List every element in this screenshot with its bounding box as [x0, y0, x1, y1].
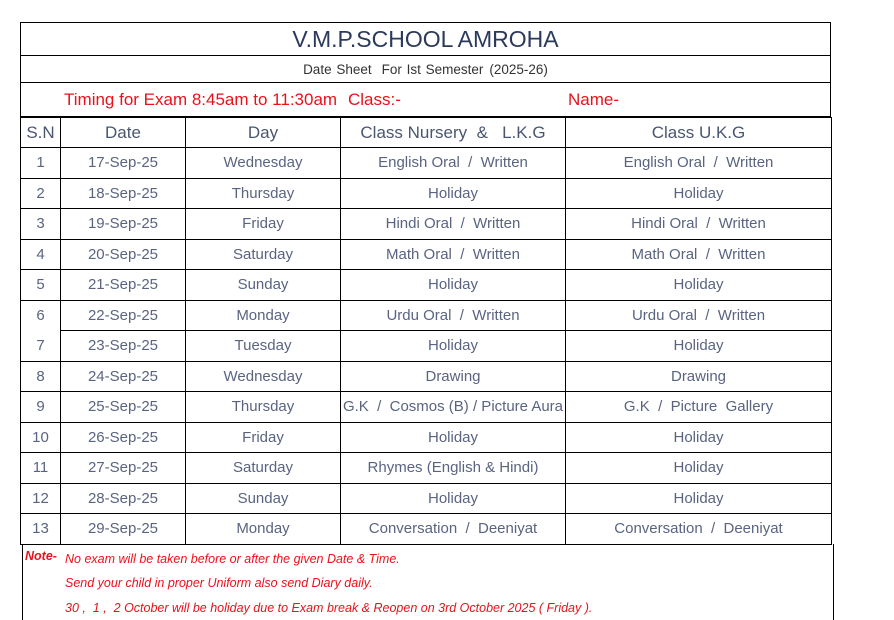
cell-nursery-lkg: Math Oral / Written	[341, 239, 566, 270]
cell-nursery-lkg: Conversation / Deeniyat	[341, 514, 566, 545]
col-date: Date	[61, 118, 186, 148]
cell-nursery-lkg: Rhymes (English & Hindi)	[341, 453, 566, 484]
cell-sn: 7	[21, 331, 61, 362]
cell-day: Monday	[186, 514, 341, 545]
table-row	[21, 392, 832, 423]
exam-schedule-table	[20, 117, 832, 545]
cell-date: 18-Sep-25	[61, 178, 186, 209]
notes-section	[22, 544, 834, 620]
cell-sn: 11	[21, 453, 61, 484]
table-header-row	[21, 118, 832, 148]
cell-nursery-lkg: Drawing	[341, 361, 566, 392]
table-row	[21, 514, 832, 545]
table-row	[21, 239, 832, 270]
cell-day: Sunday	[186, 483, 341, 514]
cell-sn: 4	[21, 239, 61, 270]
cell-day: Thursday	[186, 392, 341, 423]
table-row	[21, 300, 832, 331]
cell-ukg: Math Oral / Written	[566, 239, 832, 270]
cell-ukg: Holiday	[566, 270, 832, 301]
cell-sn: 12	[21, 483, 61, 514]
cell-date: 29-Sep-25	[61, 514, 186, 545]
cell-sn: 2	[21, 178, 61, 209]
subtitle-date-sheet: Date Sheet	[303, 61, 372, 77]
class-label: Class:-	[348, 90, 401, 109]
cell-date: 25-Sep-25	[61, 392, 186, 423]
col-day: Day	[186, 118, 341, 148]
col-sn: S.N	[21, 118, 61, 148]
subtitle-row	[20, 56, 831, 83]
cell-date: 27-Sep-25	[61, 453, 186, 484]
cell-date: 19-Sep-25	[61, 209, 186, 240]
cell-sn: 6	[21, 300, 61, 331]
exam-timing: Timing for Exam 8:45am to 11:30am	[64, 90, 338, 109]
cell-day: Wednesday	[186, 148, 341, 179]
date-sheet	[20, 22, 831, 545]
note-line-2: Send your child in proper Uniform also send Diary daily.	[65, 576, 373, 590]
cell-ukg: Hindi Oral / Written	[566, 209, 832, 240]
cell-ukg: Holiday	[566, 422, 832, 453]
cell-nursery-lkg: Holiday	[341, 270, 566, 301]
table-row	[21, 148, 832, 179]
note-line-1: No exam will be taken before or after the given Date & Time.	[65, 552, 400, 566]
name-label: Name-	[568, 90, 620, 109]
col-nursery-lkg: Class Nursery & L.K.G	[341, 118, 566, 148]
note-label: Note-	[25, 549, 57, 563]
cell-nursery-lkg: Holiday	[341, 331, 566, 362]
cell-date: 21-Sep-25	[61, 270, 186, 301]
cell-nursery-lkg: Holiday	[341, 178, 566, 209]
cell-day: Saturday	[186, 239, 341, 270]
cell-nursery-lkg: Holiday	[341, 483, 566, 514]
cell-sn: 10	[21, 422, 61, 453]
school-title	[20, 22, 831, 56]
cell-day: Friday	[186, 422, 341, 453]
subtitle-semester: For Ist Semester	[381, 61, 484, 77]
table-row	[21, 453, 832, 484]
cell-sn: 13	[21, 514, 61, 545]
table-row	[21, 178, 832, 209]
cell-nursery-lkg: Hindi Oral / Written	[341, 209, 566, 240]
timing-row	[20, 83, 831, 117]
cell-day: Saturday	[186, 453, 341, 484]
cell-ukg: Holiday	[566, 483, 832, 514]
note-line-3: 30 , 1 , 2 October will be holiday due to Exam break & Reopen on 3rd October 2025 ( Friday ).	[65, 601, 593, 615]
cell-day: Monday	[186, 300, 341, 331]
cell-date: 20-Sep-25	[61, 239, 186, 270]
cell-ukg: Drawing	[566, 361, 832, 392]
cell-nursery-lkg: G.K / Cosmos (B) / Picture Aura	[341, 392, 566, 423]
cell-date: 17-Sep-25	[61, 148, 186, 179]
school-name: V.M.P.SCHOOL AMROHA	[292, 25, 559, 52]
table-row	[21, 270, 832, 301]
cell-sn: 1	[21, 148, 61, 179]
table-row	[21, 209, 832, 240]
cell-ukg: Urdu Oral / Written	[566, 300, 832, 331]
col-ukg: Class U.K.G	[566, 118, 832, 148]
table-row	[21, 483, 832, 514]
cell-date: 23-Sep-25	[61, 331, 186, 362]
cell-ukg: Holiday	[566, 331, 832, 362]
subtitle-year: (2025-26)	[489, 61, 548, 77]
cell-date: 28-Sep-25	[61, 483, 186, 514]
cell-date: 24-Sep-25	[61, 361, 186, 392]
cell-sn: 8	[21, 361, 61, 392]
cell-nursery-lkg: English Oral / Written	[341, 148, 566, 179]
cell-ukg: Holiday	[566, 453, 832, 484]
cell-ukg: G.K / Picture Gallery	[566, 392, 832, 423]
table-row	[21, 331, 832, 362]
cell-date: 22-Sep-25	[61, 300, 186, 331]
cell-date: 26-Sep-25	[61, 422, 186, 453]
cell-day: Wednesday	[186, 361, 341, 392]
cell-sn: 5	[21, 270, 61, 301]
cell-day: Thursday	[186, 178, 341, 209]
cell-ukg: Holiday	[566, 178, 832, 209]
cell-sn: 9	[21, 392, 61, 423]
cell-day: Sunday	[186, 270, 341, 301]
cell-ukg: Conversation / Deeniyat	[566, 514, 832, 545]
table-row	[21, 422, 832, 453]
cell-nursery-lkg: Urdu Oral / Written	[341, 300, 566, 331]
cell-day: Tuesday	[186, 331, 341, 362]
cell-nursery-lkg: Holiday	[341, 422, 566, 453]
cell-day: Friday	[186, 209, 341, 240]
cell-sn: 3	[21, 209, 61, 240]
table-row	[21, 361, 832, 392]
cell-ukg: English Oral / Written	[566, 148, 832, 179]
